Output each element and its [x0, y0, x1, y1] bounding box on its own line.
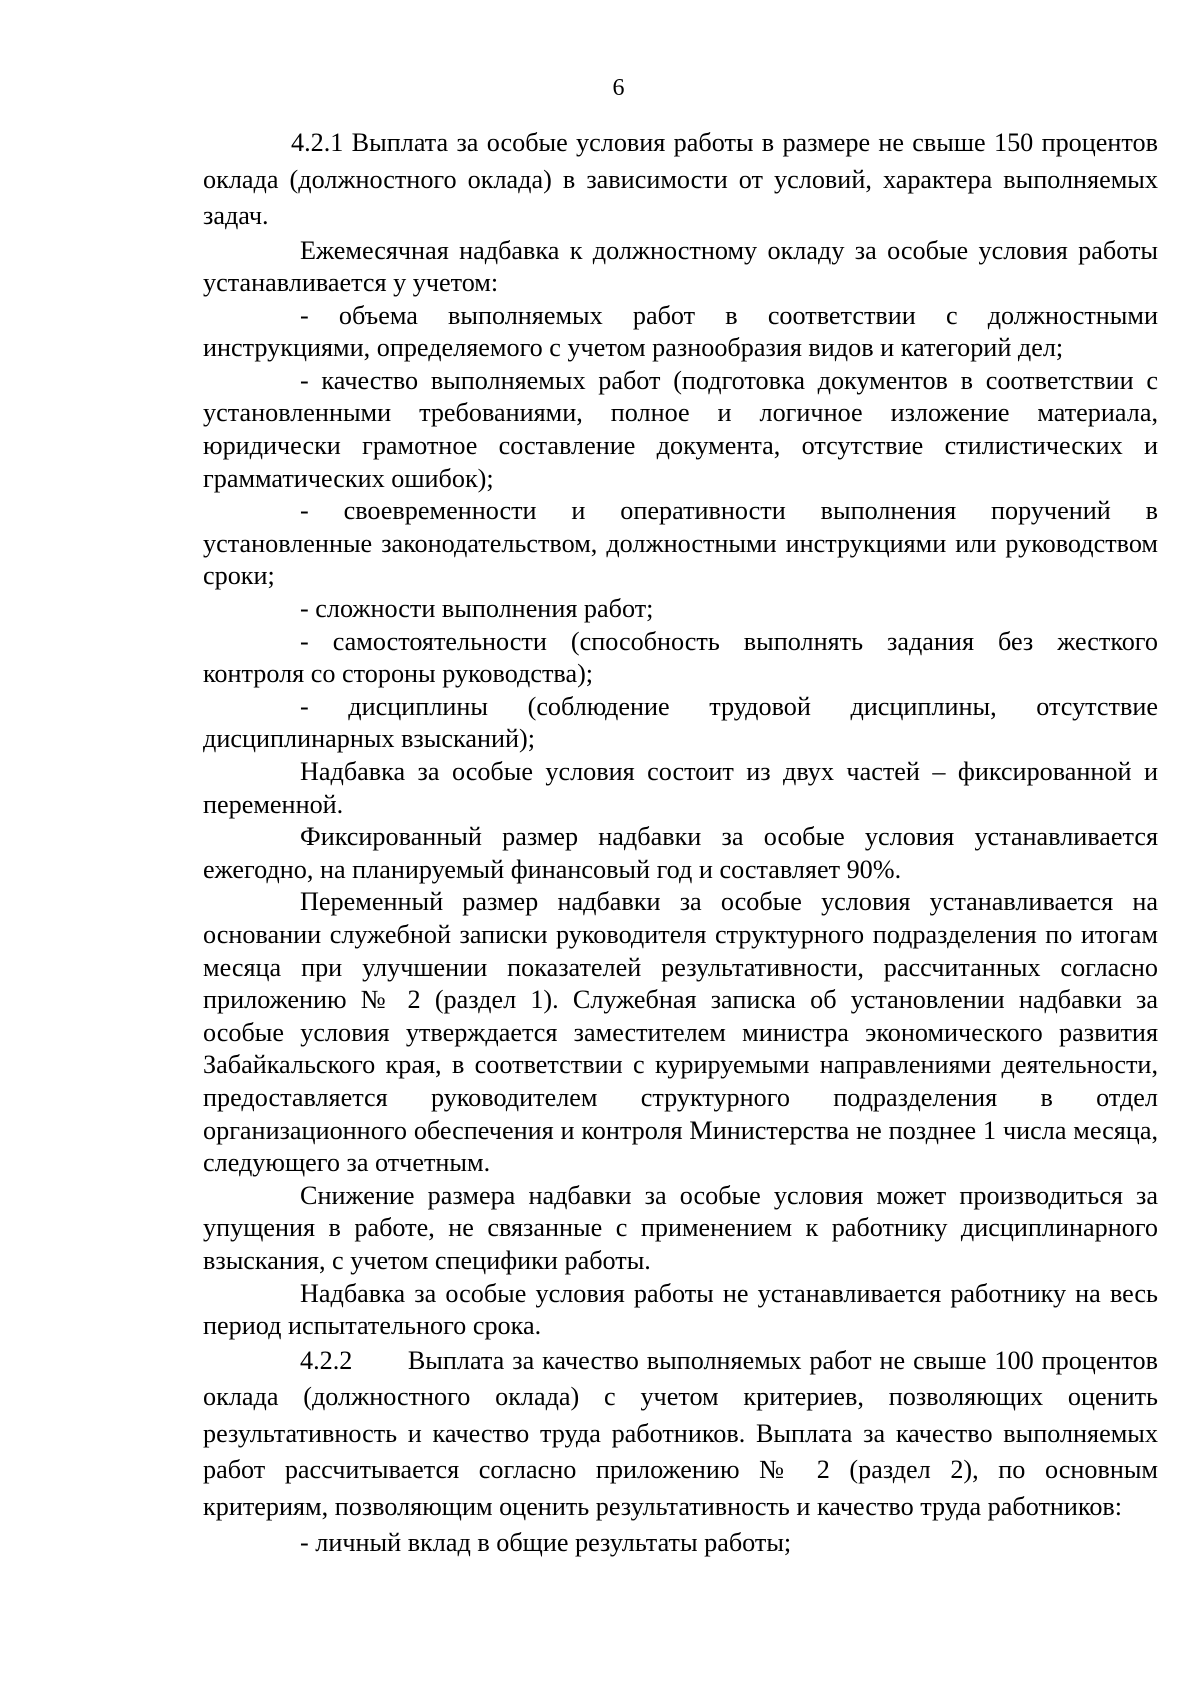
list-item-quality: - качество выполняемых работ (подготовка документов в соответствии с установленными требованиями, полное и логичное изложение материала, юридически грамотное составление документа, отсутствие стилистических и грамматических ошибок); [203, 365, 1158, 493]
paragraph-4-2-2: 4.2.2 Выплата за качество выполняемых работ не свыше 100 процентов оклада (должностного оклада) с учетом критериев, позволяющих оценить результативность и качество труда работников. Выплата за качество выполняемых работ рассчитывается согласно приложению № 2 (раздел 2), по основным критериям, позволяющим оценить результативность и качество труда работников: [203, 1345, 1165, 1521]
list-item-timeliness: - своевременности и оперативности выполнения поручений в установленные законодательством, должностными инструкциями или руководством сроки; [203, 496, 1158, 591]
paragraph-variable-bonus: Переменный размер надбавки за особые условия устанавливается на основании служебной записки руководителя структурного подразделения по итогам месяца при улучшении показателей результативности, рассчитанных согласно приложению № 2 (раздел 1). Служебная записка об установлении надбавки за особые условия утверждается заместителем министра экономического развития Забайкальского края, в соответствии с курируемыми направлениями деятельности, предоставляется руководителем структурного подразделения в отдел организационного обеспечения и контроля Министерства не позднее 1 числа месяца, следующего за отчетным. [203, 887, 1158, 1178]
page-number: 6 [612, 75, 625, 101]
paragraph-bonus-reduction: Снижение размера надбавки за особые условия может производиться за упущения в работе, не связанные с применением к работнику дисциплинарного взыскания, с учетом специфики работы. [203, 1180, 1158, 1275]
paragraph-bonus-parts: Надбавка за особые условия состоит из двух частей – фиксированной и переменной. [203, 757, 1158, 819]
paragraph-monthly-bonus: Ежемесячная надбавка к должностному окладу за особые условия работы устанавливается у учетом: [203, 235, 1158, 298]
list-item-independence: - самостоятельности (способность выполнять задания без жесткого контроля со стороны руководства); [203, 626, 1158, 689]
list-item-volume: - объема выполняемых работ в соответствии с должностными инструкциями, определяемого с учетом разнообразия видов и категорий дел; [203, 300, 1158, 363]
list-item-discipline: - дисциплины (соблюдение трудовой дисциплины, отсутствие дисциплинарных взысканий); [203, 691, 1158, 754]
paragraph-fixed-bonus: Фиксированный размер надбавки за особые условия устанавливается ежегодно, на планируемый финансовый год и составляет 90%. [203, 822, 1158, 884]
document-body [203, 125, 1165, 1562]
paragraph-4-2-1: 4.2.1 Выплата за особые условия работы в размере не свыше 150 процентов оклада (должностного оклада) в зависимости от условий, характера выполняемых задач. [203, 128, 1158, 230]
list-item-complexity: - сложности выполнения работ; [300, 594, 654, 624]
list-item-personal-contribution: - личный вклад в общие результаты работы; [300, 1528, 792, 1558]
paragraph-probation: Надбавка за особые условия работы не устанавливается работнику на весь период испытательного срока. [203, 1278, 1158, 1341]
